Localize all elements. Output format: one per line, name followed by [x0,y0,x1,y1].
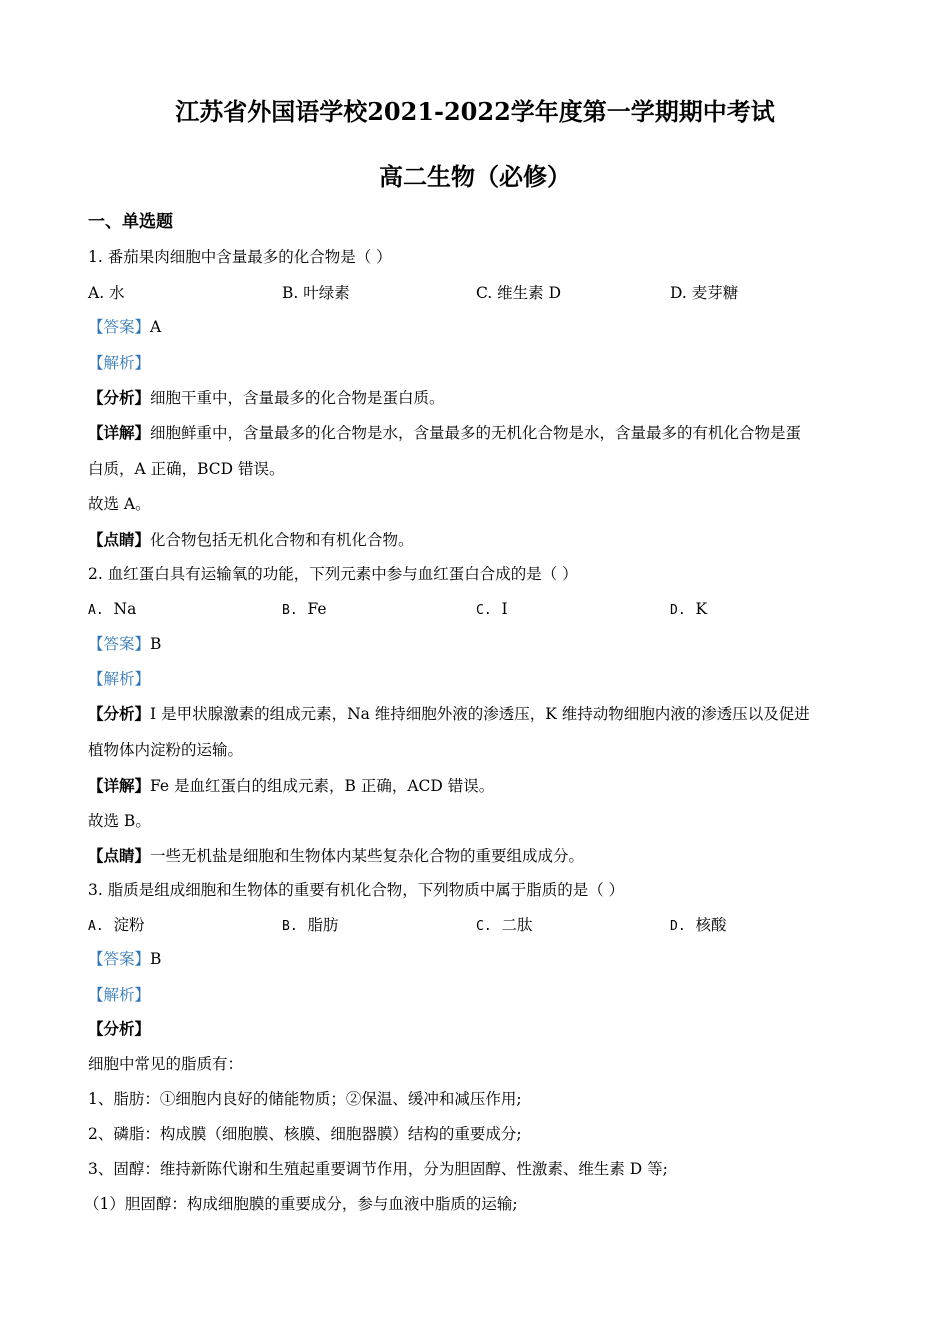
option-text: 脂肪 [307,916,339,934]
question-3-body-line: 细胞中常见的脂质有： [88,1055,244,1073]
document-title: 江苏省外国语学校2021-2022学年度第一学期期中考试 [175,97,775,126]
dianjing-tag: 【点睛】 [88,530,151,549]
question-1-conclusion: 故选 A。 [88,495,151,513]
question-2-option-a [88,599,136,621]
fenxi-text: I 是甲状腺激素的组成元素，Na 维持细胞外液的渗透压，K 维持动物细胞内液的渗透压以及促进 [150,705,810,723]
xiangjie-text: 细胞鲜重中，含量最多的化合物是水，含量最多的无机化合物是水，含量最多的有机化合物是蛋 [150,424,802,442]
answer-value: B [150,635,162,653]
question-2-analysis-tag: 【解析】 [88,670,151,688]
question-3-body-line: 2、磷脂：构成膜（细胞膜、核膜、细胞器膜）结构的重要成分; [88,1125,522,1143]
question-3-option-b [282,915,339,937]
fenxi-text: 细胞干重中，含量最多的化合物是蛋白质。 [150,389,445,407]
question-3-option-a [88,915,145,937]
option-letter: C. [476,603,492,618]
option-letter: A. [88,603,104,618]
question-2-stem: 2. 血红蛋白具有运输氧的功能，下列元素中参与血红蛋白合成的是（ ） [88,565,578,583]
question-1-analysis-tag: 【解析】 [88,354,151,372]
option-letter: D. [670,603,686,618]
option-text: 淀粉 [113,916,145,934]
question-3-answer [88,949,161,969]
question-1-option-a: A. 水 [88,284,125,302]
option-text: K [695,600,708,618]
question-1-option-b: B. 叶绿素 [282,284,350,302]
question-2-xiangjie [88,776,494,796]
question-1-xiangjie-continued: 白质，A 正确，BCD 错误。 [88,460,285,478]
dianjing-text: 一些无机盐是细胞和生物体内某些复杂化合物的重要组成成分。 [150,847,585,865]
question-2-option-c [476,599,508,621]
option-letter: B. [282,919,298,934]
xiangjie-tag: 【详解】 [88,423,151,442]
question-3-analysis-tag: 【解析】 [88,986,151,1004]
dianjing-text: 化合物包括无机化合物和有机化合物。 [150,531,414,549]
question-3-stem: 3. 脂质是组成细胞和生物体的重要有机化合物，下列物质中属于脂质的是（ ） [88,881,625,899]
answer-tag: 【答案】 [88,635,151,653]
question-3-option-c [476,915,533,937]
option-text: 二肽 [501,916,533,934]
question-1-option-d: D. 麦芽糖 [670,284,739,302]
option-letter: B. [282,603,298,618]
question-1-option-c: C. 维生素 D [476,284,562,302]
dianjing-tag: 【点睛】 [88,846,151,865]
question-1-dianjing [88,530,414,550]
option-text: I [501,600,508,618]
section-heading: 一、单选题 [88,212,173,232]
answer-value: B [150,950,162,968]
xiangjie-tag: 【详解】 [88,776,151,795]
fenxi-tag: 【分析】 [88,704,151,723]
question-2-option-d [670,599,707,621]
question-3-body-line: 3、固醇：维持新陈代谢和生殖起重要调节作用，分为胆固醇、性激素、维生素 D 等; [88,1160,668,1178]
question-3-option-d [670,915,727,937]
option-letter: D. [670,919,686,934]
answer-value: A [150,318,162,336]
option-text: Fe [307,600,327,618]
question-3-body-line: （1）胆固醇：构成细胞膜的重要成分，参与血液中脂质的运输; [84,1195,518,1213]
question-1-xiangjie [88,423,801,443]
question-2-dianjing [88,846,584,866]
question-1-stem: 1. 番茄果肉细胞中含量最多的化合物是（ ） [88,248,392,266]
option-text: 核酸 [695,916,727,934]
question-3-fenxi-tag: 【分析】 [88,1019,151,1038]
question-1-fenxi [88,388,445,408]
answer-tag: 【答案】 [88,950,151,968]
fenxi-tag: 【分析】 [88,388,151,407]
question-2-fenxi-continued: 植物体内淀粉的运输。 [88,741,244,759]
option-text: Na [113,600,137,618]
question-2-option-b [282,599,327,621]
document-subtitle: 高二生物（必修） [379,162,571,191]
question-3-body-line: 1、脂肪：①细胞内良好的储能物质；②保温、缓冲和减压作用; [88,1090,522,1108]
question-2-answer [88,634,161,654]
question-1-answer [88,317,161,337]
question-2-conclusion: 故选 B。 [88,812,151,830]
option-letter: C. [476,919,492,934]
question-2-fenxi [88,704,810,724]
xiangjie-text: Fe 是血红蛋白的组成元素，B 正确，ACD 错误。 [150,777,495,795]
answer-tag: 【答案】 [88,318,151,336]
option-letter: A. [88,919,104,934]
